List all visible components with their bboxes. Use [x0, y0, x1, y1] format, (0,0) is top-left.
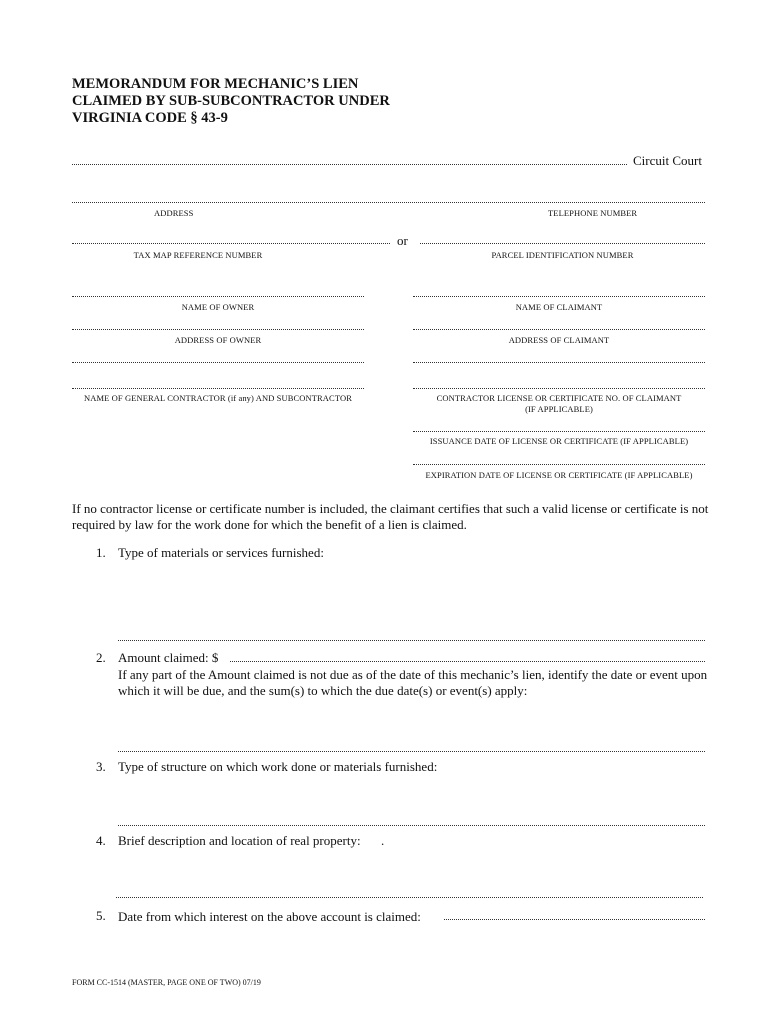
item-3-field[interactable] — [118, 825, 705, 826]
claimant-address-field[interactable] — [413, 329, 705, 330]
tax-map-caption: TAX MAP REFERENCE NUMBER — [133, 250, 263, 260]
owner-address-caption: ADDRESS OF OWNER — [174, 335, 262, 345]
address-caption: ADDRESS — [154, 208, 194, 218]
item-5-label: Date from which interest on the above account is claimed: — [118, 909, 421, 924]
item-1-label: Type of materials or services furnished: — [118, 545, 324, 560]
item-4-trailing-dot: . — [381, 833, 385, 848]
item-3-label: Type of structure on which work done or materials furnished: — [118, 759, 438, 774]
claimant-name-caption: NAME OF CLAIMANT — [515, 302, 603, 312]
item-2-detail: If any part of the Amount claimed is not due as of the date of this mechanic’s lien, identify the date or event upon which it will be due, and the sum(s) to which the due date(s) or event(s) apply: — [118, 667, 708, 698]
circuit-court-field[interactable] — [72, 164, 627, 165]
claimant-address-caption: ADDRESS OF CLAIMANT — [508, 335, 610, 345]
license-caption-line-1: CONTRACTOR LICENSE OR CERTIFICATE NO. OF CLAIMANT — [436, 393, 682, 403]
owner-name-field[interactable] — [72, 296, 364, 297]
interest-date-field[interactable] — [444, 919, 705, 920]
claimant-name-field[interactable] — [413, 296, 705, 297]
item-4-number: 4. — [96, 833, 106, 848]
general-contractor-caption: NAME OF GENERAL CONTRACTOR (if any) AND SUBCONTRACTOR — [84, 393, 352, 403]
item-4-field[interactable] — [116, 897, 703, 898]
or-label: or — [397, 233, 408, 248]
title-line-1: MEMORANDUM FOR MECHANIC’S LIEN — [72, 76, 359, 92]
claimant-address-line-2[interactable] — [413, 362, 705, 363]
certification-paragraph: If no contractor license or certificate number is included, the claimant certifies that such a valid license or certificate is not required by law for the work done for which the benefit of a lien is claimed. — [72, 501, 709, 532]
owner-name-caption: NAME OF OWNER — [181, 302, 255, 312]
expiration-date-caption: EXPIRATION DATE OF LICENSE OR CERTIFICATE (IF APPLICABLE) — [425, 470, 693, 480]
amount-claimed-field[interactable] — [230, 661, 705, 662]
parcel-id-field[interactable] — [420, 243, 705, 244]
circuit-court-label: Circuit Court — [633, 153, 702, 168]
title-line-3: VIRGINIA CODE § 43-9 — [72, 110, 228, 126]
item-1-number: 1. — [96, 545, 106, 560]
address-telephone-field[interactable] — [72, 202, 705, 203]
parcel-id-caption: PARCEL IDENTIFICATION NUMBER — [491, 250, 634, 260]
general-contractor-field[interactable] — [72, 388, 364, 389]
issuance-date-field[interactable] — [413, 431, 705, 432]
owner-address-line-2[interactable] — [72, 362, 364, 363]
issuance-date-caption: ISSUANCE DATE OF LICENSE OR CERTIFICATE (IF APPLICABLE) — [429, 436, 689, 446]
form-title — [72, 76, 390, 127]
item-2-detail-field[interactable] — [118, 751, 705, 752]
item-1-field[interactable] — [118, 640, 705, 641]
form-footer: FORM CC-1514 (MASTER, PAGE ONE OF TWO) 07/19 — [72, 978, 261, 987]
item-5-number: 5. — [96, 908, 106, 923]
item-3-number: 3. — [96, 759, 106, 774]
item-2-number: 2. — [96, 650, 106, 665]
expiration-date-field[interactable] — [413, 464, 705, 465]
license-number-field[interactable] — [413, 388, 705, 389]
tax-map-field[interactable] — [72, 243, 390, 244]
item-2-label: Amount claimed: $ — [118, 650, 219, 665]
owner-address-field[interactable] — [72, 329, 364, 330]
item-4-label: Brief description and location of real property: — [118, 833, 361, 848]
telephone-caption: TELEPHONE NUMBER — [548, 208, 638, 218]
title-line-2: CLAIMED BY SUB-SUBCONTRACTOR UNDER — [72, 93, 390, 109]
license-caption-line-2: (IF APPLICABLE) — [525, 404, 593, 414]
